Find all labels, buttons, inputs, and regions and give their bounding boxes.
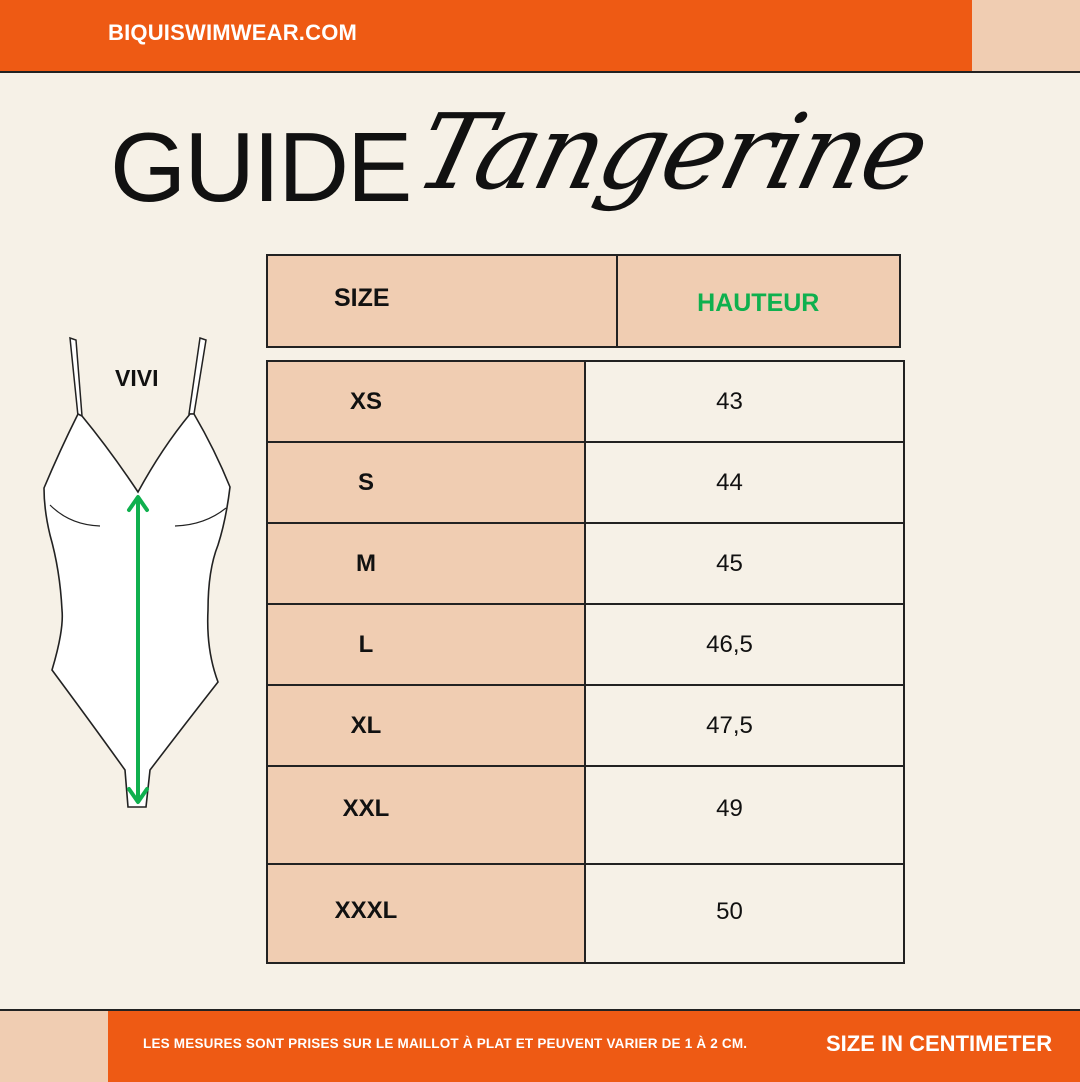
height-cell: 49	[586, 767, 903, 865]
height-cell: 46,5	[586, 605, 903, 686]
header-hauteur: HAUTEUR	[616, 256, 900, 346]
measurement-disclaimer: LES MESURES SONT PRISES SUR LE MAILLOT À PLAT ET PEUVENT VARIER DE 1 À 2 CM.	[143, 1036, 748, 1051]
site-name[interactable]: BIQUISWIMWEAR.COM	[108, 20, 358, 45]
bottom-banner-accent	[0, 1009, 108, 1082]
size-cell: XXXL	[268, 865, 586, 962]
size-cell: M	[268, 524, 586, 605]
top-banner-accent	[972, 0, 1080, 73]
header-size: SIZE	[268, 256, 616, 346]
size-table	[266, 360, 905, 964]
title-tangerine: Tangerine	[404, 91, 939, 213]
size-cell: S	[268, 443, 586, 524]
right-strap	[189, 338, 206, 414]
swimsuit-illustration	[40, 330, 240, 820]
size-cell: XL	[268, 686, 586, 767]
size-cell: XXL	[268, 767, 586, 865]
title-guide: GUIDE	[110, 112, 411, 222]
size-cell: L	[268, 605, 586, 686]
size-cell: XS	[268, 362, 586, 443]
model-name: VIVI	[115, 365, 159, 391]
height-cell: 47,5	[586, 686, 903, 767]
height-cell: 44	[586, 443, 903, 524]
height-cell: 45	[586, 524, 903, 605]
height-cell: 50	[586, 865, 903, 962]
unit-note: SIZE IN CENTIMETER	[826, 1031, 1053, 1056]
table-header	[266, 254, 901, 348]
left-strap	[70, 338, 82, 416]
height-cell: 43	[586, 362, 903, 443]
top-banner	[0, 0, 972, 73]
